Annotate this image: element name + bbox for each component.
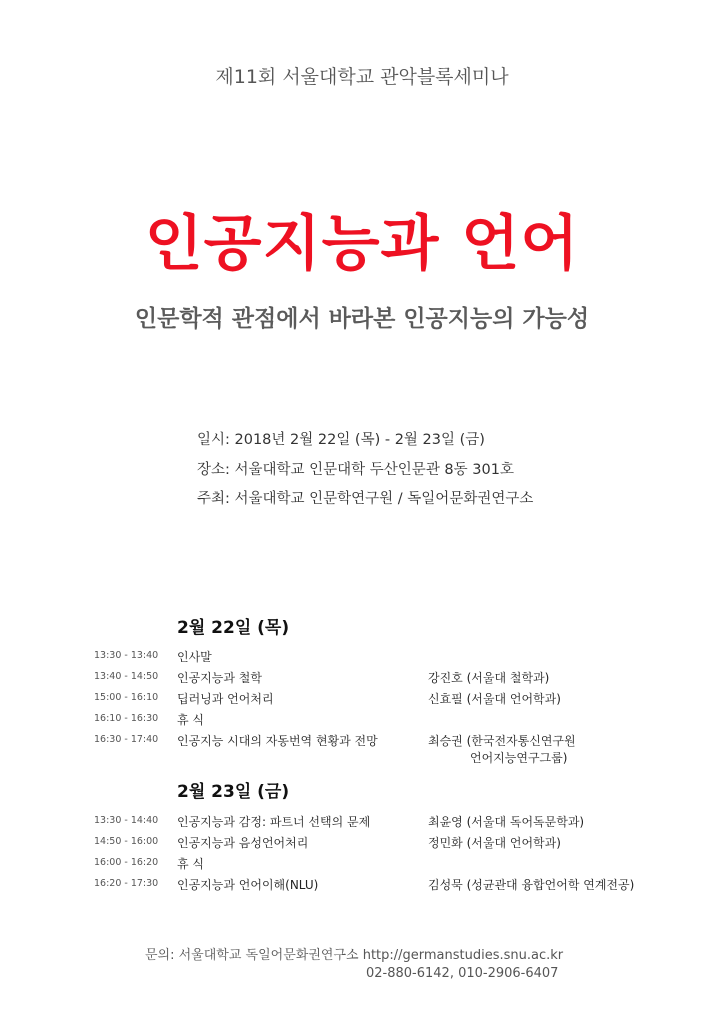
session-speaker: 최윤영 (서울대 독어독문학과): [428, 815, 585, 829]
session-time: 16:10 - 16:30: [94, 713, 159, 724]
seminar-series: 제11회 서울대학교 관악블록세미나: [215, 66, 509, 88]
session-time: 16:30 - 17:40: [94, 734, 159, 745]
schedule-row: [0, 648, 724, 668]
session-speaker: 강진호 (서울대 철학과): [428, 671, 550, 685]
session-time: 13:30 - 13:40: [94, 650, 159, 661]
session-topic: 휴 식: [177, 713, 204, 727]
contact-phone: 02-880-6142, 010-2906-6407: [366, 966, 559, 981]
session-topic: 인공지능과 음성언어처리: [177, 836, 309, 850]
day2-heading: 2월 23일 (금): [177, 782, 290, 802]
schedule-row: [0, 855, 724, 875]
session-time: 16:00 - 16:20: [94, 857, 159, 868]
session-topic: 인공지능과 감정: 파트너 선택의 문제: [177, 815, 371, 829]
schedule-row: [0, 876, 724, 896]
schedule-row: [0, 669, 724, 689]
session-time: 13:40 - 14:50: [94, 671, 159, 682]
info-host: 주최: 서울대학교 인문학연구원 / 독일어문화권연구소: [197, 491, 534, 507]
schedule-row: [0, 690, 724, 710]
session-topic: 인공지능과 언어이해(NLU): [177, 878, 319, 892]
session-topic: 휴 식: [177, 857, 204, 871]
session-speaker: 김성묵 (성균관대 융합언어학 연계전공): [428, 878, 635, 892]
session-time: 16:20 - 17:30: [94, 878, 159, 889]
contact-info: 문의: 서울대학교 독일어문화권연구소 http://germanstudies.snu.ac.kr: [145, 948, 564, 963]
session-topic: 인공지능 시대의 자동번역 현황과 전망: [177, 734, 378, 748]
session-topic: 인사말: [177, 650, 212, 664]
page-title: 인공지능과 언어: [144, 209, 580, 279]
schedule-row: [0, 813, 724, 833]
session-topic: 인공지능과 철학: [177, 671, 262, 685]
info-date: 일시: 2018년 2월 22일 (목) - 2월 23일 (금): [197, 432, 485, 448]
schedule-row: [0, 834, 724, 854]
session-time: 15:00 - 16:10: [94, 692, 159, 703]
info-place: 장소: 서울대학교 인문대학 두산인문관 8동 301호: [197, 462, 514, 478]
schedule-row: [0, 711, 724, 731]
session-speaker: 정민화 (서울대 언어학과): [428, 836, 561, 850]
session-topic: 딥러닝과 언어처리: [177, 692, 274, 706]
page-subtitle: 인문학적 관점에서 바라본 인공지능의 가능성: [134, 306, 590, 332]
session-speaker: 신효필 (서울대 언어학과): [428, 692, 561, 706]
session-speaker-line2: 언어지능연구그룹): [470, 751, 568, 765]
session-time: 13:30 - 14:40: [94, 815, 159, 826]
session-speaker: 최승권 (한국전자통신연구원: [428, 734, 576, 748]
day1-heading: 2월 22일 (목): [177, 618, 290, 638]
schedule-row: [0, 732, 724, 765]
session-time: 14:50 - 16:00: [94, 836, 159, 847]
